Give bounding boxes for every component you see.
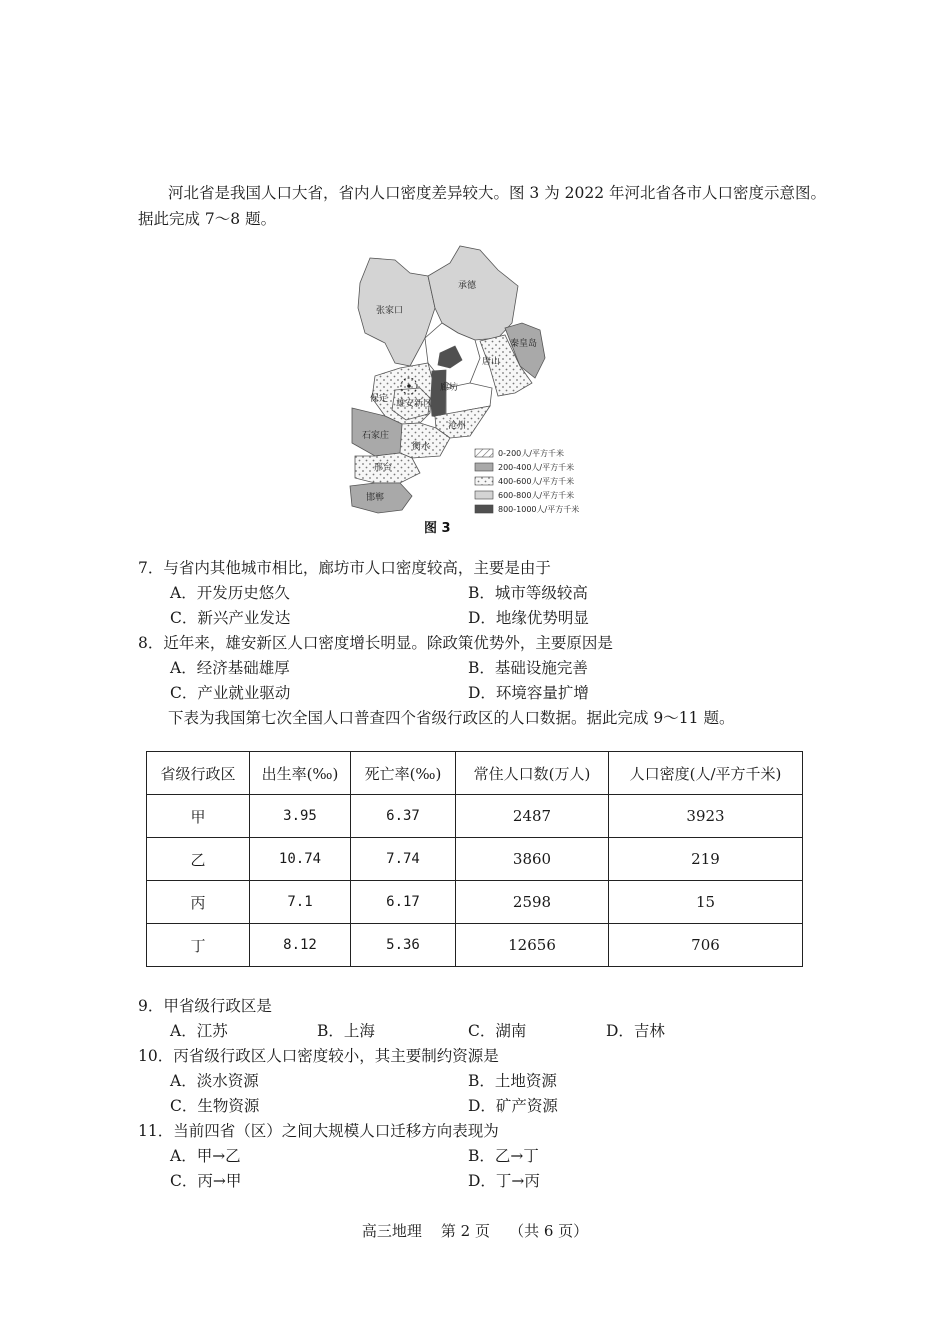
table-cell: 10.74 xyxy=(250,838,351,881)
q11-option-d: D．丁→丙 xyxy=(468,1172,540,1190)
table-header: 人口密度(人/平方千米) xyxy=(609,752,803,795)
legend-800-1000: 800-1000人/平方千米 xyxy=(498,505,580,514)
table-row xyxy=(147,838,803,881)
table-header: 死亡率(‰) xyxy=(351,752,456,795)
table-header: 省级行政区 xyxy=(147,752,250,795)
table-cell: 甲 xyxy=(147,795,250,838)
table-row xyxy=(147,924,803,967)
table-cell: 8.12 xyxy=(250,924,351,967)
table-cell: 2598 xyxy=(456,881,609,924)
q9-option-a: A．江苏 xyxy=(170,1022,228,1040)
q8-option-a: A．经济基础雄厚 xyxy=(170,659,290,677)
table-cell: 乙 xyxy=(147,838,250,881)
table-cell: 5.36 xyxy=(351,924,456,967)
q11-option-a: A．甲→乙 xyxy=(170,1147,241,1165)
q7-option-a: A．开发历史悠久 xyxy=(170,584,290,602)
q11-option-c: C．丙→甲 xyxy=(170,1172,242,1190)
table-header: 出生率(‰) xyxy=(250,752,351,795)
label-tangshan: 唐山 xyxy=(482,357,501,367)
q7-stem: 7．与省内其他城市相比，廊坊市人口密度较高，主要是由于 xyxy=(138,559,551,577)
table-cell: 219 xyxy=(609,838,803,881)
map-caption: 图 3 xyxy=(424,521,451,536)
label-hengshui: 衡水 xyxy=(412,442,431,452)
q8-option-c: C．产业就业驱动 xyxy=(170,684,291,702)
q11-option-b: B．乙→丁 xyxy=(468,1147,539,1165)
table-header-row xyxy=(147,752,803,795)
q8-option-b: B．基础设施完善 xyxy=(468,659,588,677)
population-table xyxy=(146,751,803,967)
table-cell: 7.74 xyxy=(351,838,456,881)
table-cell: 706 xyxy=(609,924,803,967)
label-xingtai: 邢台 xyxy=(374,463,393,473)
q7-option-c: C．新兴产业发达 xyxy=(170,609,291,627)
intro-paragraph-2: 下表为我国第七次全国人口普查四个省级行政区的人口数据。据此完成 9～11 题。 xyxy=(168,709,735,727)
label-handan: 邯郸 xyxy=(366,493,385,503)
table-header: 常住人口数(万人) xyxy=(456,752,609,795)
page-footer: 高三地理 第 2 页 （共 6 页） xyxy=(361,1222,589,1240)
q9-stem: 9．甲省级行政区是 xyxy=(138,997,272,1015)
q10-option-a: A．淡水资源 xyxy=(170,1072,259,1090)
q8-option-d: D．环境容量扩增 xyxy=(468,684,589,702)
label-cangzhou: 沧州 xyxy=(448,421,467,431)
table-cell: 6.17 xyxy=(351,881,456,924)
table-row xyxy=(147,795,803,838)
table-cell: 7.1 xyxy=(250,881,351,924)
table-row xyxy=(147,881,803,924)
q10-stem: 10．丙省级行政区人口密度较小，其主要制约资源是 xyxy=(138,1047,499,1065)
table-cell: 12656 xyxy=(456,924,609,967)
table-cell: 丙 xyxy=(147,881,250,924)
q7-option-d: D．地缘优势明显 xyxy=(468,609,589,627)
legend-200-400: 200-400人/平方千米 xyxy=(498,463,575,472)
label-xiongan: 雄安新区 xyxy=(396,399,433,409)
table-cell: 3860 xyxy=(456,838,609,881)
table-cell: 3923 xyxy=(609,795,803,838)
intro-paragraph-1: 河北省是我国人口大省，省内人口密度差异较大。图 3 为 2022 年河北省各市人口密度示意图。据此完成 7～8 题。 xyxy=(138,184,827,228)
q10-option-b: B．土地资源 xyxy=(468,1072,557,1090)
table-cell: 6.37 xyxy=(351,795,456,838)
label-langfang: 廊坊 xyxy=(440,383,459,393)
label-shijiazhuang: 石家庄 xyxy=(362,431,390,441)
q9-option-b: B．上海 xyxy=(317,1022,375,1040)
q10-option-c: C．生物资源 xyxy=(170,1097,260,1115)
label-qinhuangdao: 秦皇岛 xyxy=(510,339,538,349)
q7-option-b: B．城市等级较高 xyxy=(468,584,588,602)
table-cell: 3.95 xyxy=(250,795,351,838)
table-cell: 15 xyxy=(609,881,803,924)
legend-400-600: 400-600人/平方千米 xyxy=(498,477,575,486)
q8-stem: 8．近年来，雄安新区人口密度增长明显。除政策优势外，主要原因是 xyxy=(138,634,613,652)
table-cell: 2487 xyxy=(456,795,609,838)
label-zhangjiakou: 张家口 xyxy=(376,306,404,316)
label-chengde: 承德 xyxy=(458,281,477,291)
map-legend xyxy=(475,448,579,514)
table-cell: 丁 xyxy=(147,924,250,967)
q11-stem: 11．当前四省（区）之间大规模人口迁移方向表现为 xyxy=(138,1122,499,1140)
legend-0-200: 0-200人/平方千米 xyxy=(498,449,564,458)
legend-600-800: 600-800人/平方千米 xyxy=(498,491,575,500)
label-baoding: 保定 xyxy=(370,394,389,404)
q9-option-c: C．湖南 xyxy=(468,1022,527,1040)
hebei-density-map xyxy=(340,238,610,538)
q10-option-d: D．矿产资源 xyxy=(468,1097,558,1115)
q9-option-d: D．吉林 xyxy=(606,1022,665,1040)
